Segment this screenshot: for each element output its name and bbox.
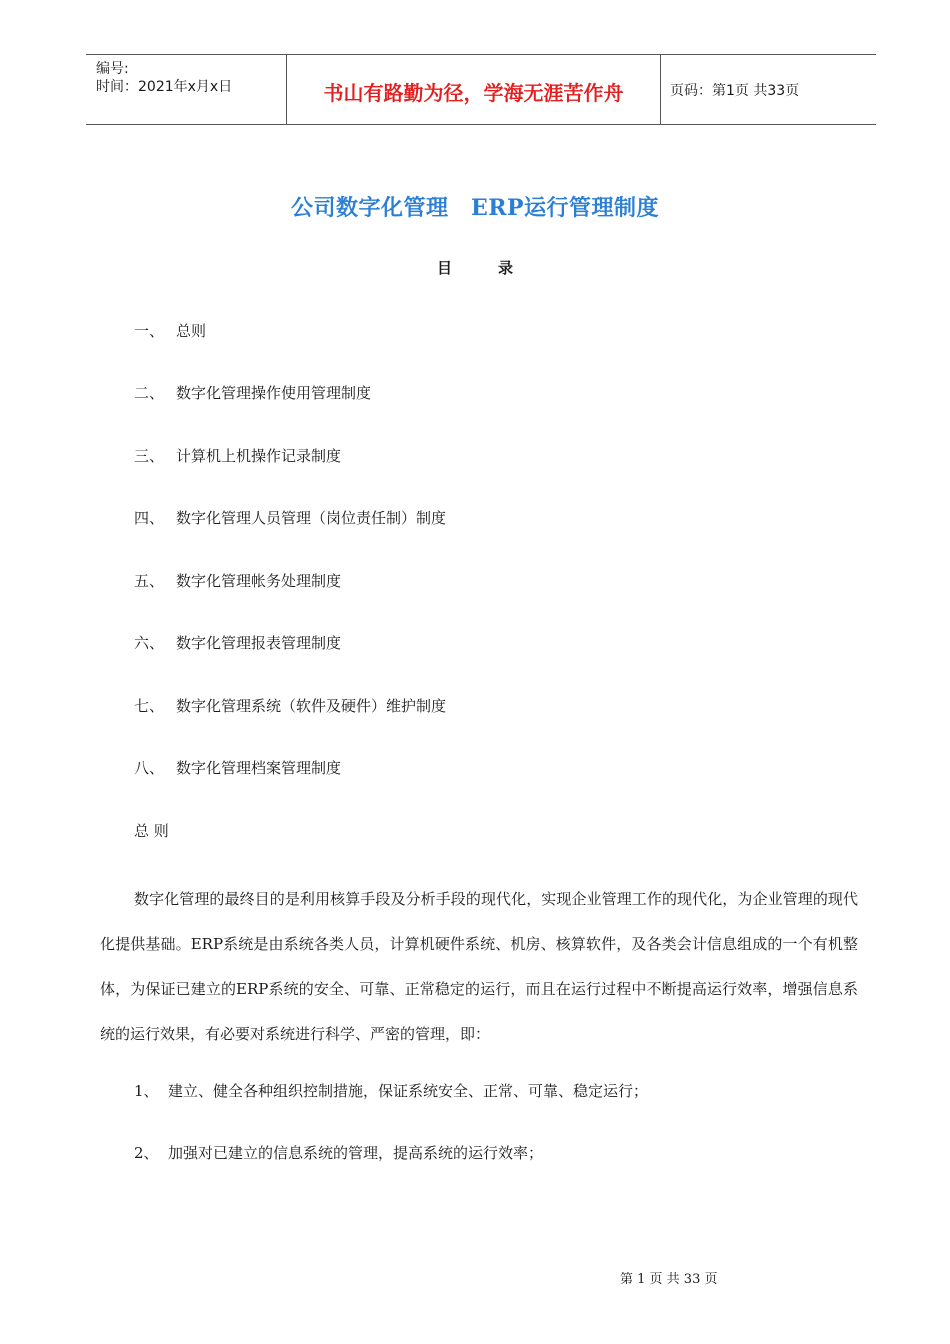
motto: 书山有路勤为径，学海无涯苦作舟 (323, 81, 624, 105)
header-page-cell (661, 55, 876, 124)
list-item-text: 加强对已建立的信息系统的管理，提高系统的运行效率； (168, 1144, 544, 1162)
toc-item (134, 320, 206, 341)
header-motto-cell (287, 55, 661, 124)
document-header (86, 54, 876, 125)
toc-heading-a: 目 (436, 259, 452, 277)
toc-item (134, 445, 341, 466)
toc-item-number: 三、 (134, 447, 165, 465)
list-item-number: 2、 (134, 1144, 159, 1162)
page-info: 页码：第1页 共33页 (670, 83, 800, 99)
toc-item-number: 八、 (134, 759, 165, 777)
toc-item (134, 632, 341, 653)
toc-heading-b: 录 (498, 259, 514, 277)
list-item-number: 1、 (134, 1082, 159, 1100)
header-info-cell (86, 55, 287, 124)
toc-item-text: 数字化管理人员管理（岗位责任制）制度 (176, 509, 447, 527)
toc-item-number: 二、 (134, 384, 165, 402)
toc-item-text: 总则 (176, 322, 207, 340)
toc-item-text: 数字化管理帐务处理制度 (176, 572, 342, 590)
toc-item-number: 六、 (134, 634, 165, 652)
page-footer: 第 1 页 共 33 页 (620, 1272, 718, 1287)
toc-item-text: 数字化管理操作使用管理制度 (176, 384, 372, 402)
toc-item-number: 四、 (134, 509, 165, 527)
list-item (134, 1080, 648, 1101)
toc-item-text: 计算机上机操作记录制度 (176, 447, 342, 465)
toc-item-number: 七、 (134, 697, 165, 715)
section-heading: 总 则 (134, 822, 169, 840)
toc-item (134, 570, 341, 591)
toc-item-text: 数字化管理系统（软件及硬件）维护制度 (176, 697, 447, 715)
toc-item-number: 一、 (134, 322, 165, 340)
toc-item-number: 五、 (134, 572, 165, 590)
toc-item (134, 757, 341, 778)
number-label: 编号: (96, 61, 129, 77)
list-item (134, 1142, 543, 1163)
body-paragraph: 数字化管理的最终目的是利用核算手段及分析手段的现代化，实现企业管理工作的现代化，为企业管理的现代化提供基础。ERP系统是由系统各类人员，计算机硬件系统、机房、核算软件，及各类会计信息组成的一个有机整体，为保证已建立的ERP系统的安全、可靠、正常稳定的运行，而且在运行过程中不断提高运行效率，增强信息系统的运行效果，有必要对系统进行科学、严密的管理，即： (100, 890, 858, 1043)
document-title: 公司数字化管理 ERP运行管理制度 (290, 195, 660, 221)
list-item-text: 建立、健全各种组织控制措施，保证系统安全、正常、可靠、稳定运行； (168, 1082, 649, 1100)
toc-item (134, 507, 446, 528)
toc-item-text: 数字化管理报表管理制度 (176, 634, 342, 652)
time-label: 时间：2021年x月x日 (96, 79, 233, 95)
toc-item-text: 数字化管理档案管理制度 (176, 759, 342, 777)
toc-item (134, 695, 446, 716)
toc-heading (0, 257, 950, 278)
toc-item (134, 382, 371, 403)
